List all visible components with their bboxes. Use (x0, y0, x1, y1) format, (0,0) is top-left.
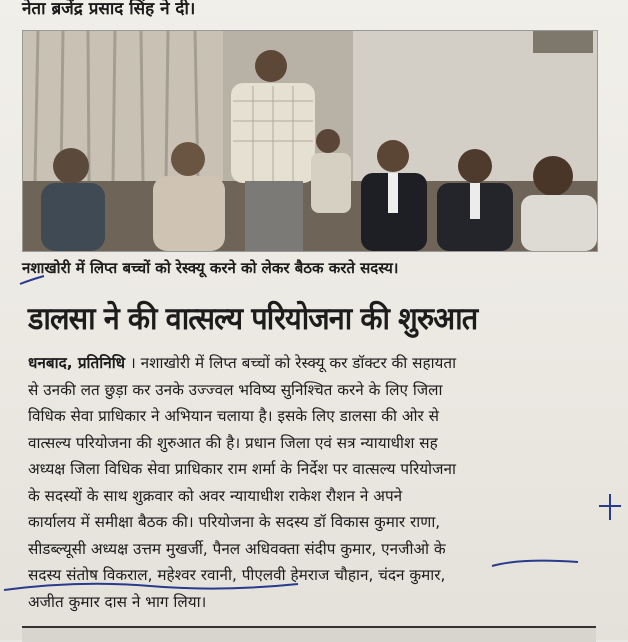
pen-underline-ngo (490, 554, 580, 572)
article-line: सीडब्ल्यूसी अध्यक्ष उत्तम मुखर्जी, पैनल अधिवक्ता संदीप कुमार, एनजीओ के (28, 539, 446, 558)
dateline: धनबाद, प्रतिनिधि (28, 354, 126, 372)
photo-caption: नशाखोरी में लिप्त बच्चों को रेस्क्यू करने को लेकर बैठक करते सदस्य। (22, 259, 399, 277)
pen-underline-mark (18, 270, 48, 290)
article-line: कार्यालय में समीक्षा बैठक की। परियोजना के सदस्य डॉ विकास कुमार राणा, (28, 513, 441, 531)
article-line: धनबाद, प्रतिनिधि । नशाखोरी में लिप्त बच्चों को रेस्क्यू कर डॉक्टर की सहायता (28, 354, 457, 372)
article-line: अध्यक्ष जिला विधिक सेवा प्राधिकार राम शर्मा के निर्देश पर वात्सल्य परियोजना (28, 460, 456, 478)
pen-underline-names (0, 576, 300, 598)
meeting-photo (22, 30, 598, 252)
article-line: विधिक सेवा प्राधिकार ने अभियान चलाया है। इसके लिए डालसा की ओर से (28, 407, 439, 425)
article-line: सदस्य संतोष विकराल, महेश्वर रवानी, पीएलवी हेमराज चौहान, चंदन कुमार, (28, 566, 446, 584)
article-line: वात्सल्य परियोजना की शुरुआत की है। प्रधान जिला एवं सत्र न्यायाधीश सह (28, 433, 438, 452)
pen-cross-mark (596, 492, 624, 522)
previous-article-fragment: नेता ब्रजेंद्र प्रसाद सिंह ने दी। (22, 0, 196, 19)
article-headline: डालसा ने की वात्सल्य परियोजना की शुरुआत (28, 301, 478, 337)
article-line: से उनकी लत छुड़ा कर उनके उज्ज्वल भविष्य सुनिश्चित करने के लिए जिला (28, 380, 443, 399)
article-line: के सदस्यों के साथ शुक्रवार को अवर न्यायाधीश राकेश रौशन ने अपने (28, 486, 403, 505)
article-line: अजीत कुमार दास ने भाग लिया। (28, 592, 207, 611)
